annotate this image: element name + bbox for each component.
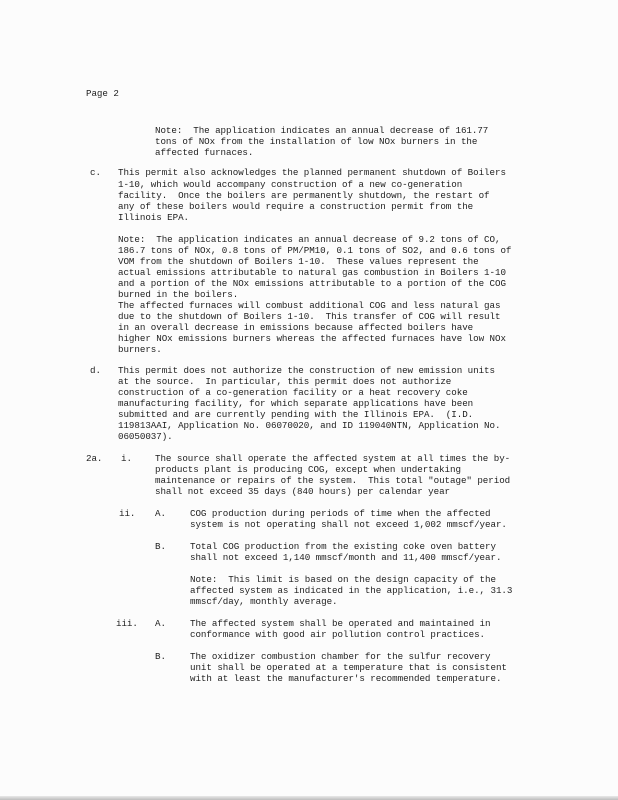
sub-item-label: i. — [121, 453, 132, 464]
item-label: d. — [90, 365, 101, 376]
note-line: Note: The application indicates an annual decrease of 161.77 — [155, 125, 489, 136]
paragraph-line: Total COG production from the existing coke oven battery — [190, 541, 496, 552]
sub-item-label: ii. — [119, 508, 136, 519]
note-line: Note: This limit is based on the design capacity of the — [190, 574, 496, 585]
sub-item-label: iii. — [116, 618, 138, 629]
paragraph-line: The affected system shall be operated and maintained in — [190, 618, 491, 629]
note-line: mmscf/day, monthly average. — [190, 596, 338, 607]
note-line: 186.7 tons of NOx, 0.8 tons of PM/PM10, 0.1 tons of SO2, and 0.6 tons of — [118, 245, 512, 256]
clause-label: A. — [155, 508, 166, 519]
paragraph-line: products plant is producing COG, except when undertaking — [155, 464, 461, 475]
paragraph-line: shall not exceed 1,140 mmscf/month and 11,400 mmscf/year. — [190, 552, 502, 563]
clause-label: B. — [155, 541, 166, 552]
note-line: VOM from the shutdown of Boilers 1-10. These values represent the — [118, 256, 479, 267]
paragraph-line: 119813AAI, Application No. 06070020, and ID 119040NTN, Application No. — [118, 420, 501, 431]
paragraph-line: The source shall operate the affected system at all times the by- — [155, 453, 511, 464]
paragraph-line: construction of a co-generation facility or a heat recovery coke — [118, 387, 468, 398]
paragraph-line: COG production during periods of time when the affected — [190, 508, 491, 519]
note-line: affected furnaces. — [155, 147, 254, 158]
page-label: Page 2 — [86, 88, 119, 99]
note-line: tons of NOx from the installation of low NOx burners in the — [155, 136, 478, 147]
paragraph-line: with at least the manufacturer's recommended temperature. — [190, 673, 502, 684]
note-line: Note: The application indicates an annual decrease of 9.2 tons of CO, — [118, 234, 501, 245]
paragraph-line: shall not exceed 35 days (840 hours) per calendar year — [155, 486, 451, 497]
paragraph-line: This permit does not authorize the construction of new emission units — [118, 365, 495, 376]
paragraph-line: system is not operating shall not exceed 1,002 mmscf/year. — [190, 519, 507, 530]
item-label: 2a. — [86, 453, 103, 464]
scan-bottom-edge — [0, 796, 618, 800]
paragraph-line: conformance with good air pollution control practices. — [190, 629, 486, 640]
note-line: and a portion of the NOx emissions attributable to a portion of the COG — [118, 278, 506, 289]
paragraph-line: maintenance or repairs of the system. This total "outage" period — [155, 475, 511, 486]
paragraph-line: any of these boilers would require a construction permit from the — [118, 201, 474, 212]
paragraph-line: The oxidizer combustion chamber for the sulfur recovery — [190, 651, 491, 662]
note-line: burners. — [118, 344, 162, 355]
note-line: actual emissions attributable to natural gas combustion in Boilers 1-10 — [118, 267, 506, 278]
paragraph-line: submitted and are currently pending with the Illinois EPA. (I.D. — [118, 409, 474, 420]
paragraph-line: manufacturing facility, for which separate applications have been — [118, 398, 474, 409]
note-line: The affected furnaces will combust additional COG and less natural gas — [118, 300, 501, 311]
clause-label: B. — [155, 651, 166, 662]
note-line: due to the shutdown of Boilers 1-10. This transfer of COG will result — [118, 311, 501, 322]
note-line: in an overall decrease in emissions because affected boilers have — [118, 322, 474, 333]
paragraph-line: 1-10, which would accompany construction of a new co-generation — [118, 179, 463, 190]
paragraph-line: facility. Once the boilers are permanently shutdown, the restart of — [118, 190, 490, 201]
clause-label: A. — [155, 618, 166, 629]
paragraph-line: unit shall be operated at a temperature that is consistent — [190, 662, 507, 673]
paragraph-line: Illinois EPA. — [118, 212, 190, 223]
paragraph-line: This permit also acknowledges the planned permanent shutdown of Boilers — [118, 167, 506, 178]
item-label: c. — [90, 167, 101, 178]
note-line: higher NOx emissions burners whereas the affected furnaces have low NOx — [118, 333, 506, 344]
paragraph-line: 06050037). — [118, 431, 173, 442]
paragraph-line: at the source. In particular, this permit does not authorize — [118, 376, 452, 387]
note-line: affected system as indicated in the application, i.e., 31.3 — [190, 585, 513, 596]
note-line: burned in the boilers. — [118, 289, 239, 300]
